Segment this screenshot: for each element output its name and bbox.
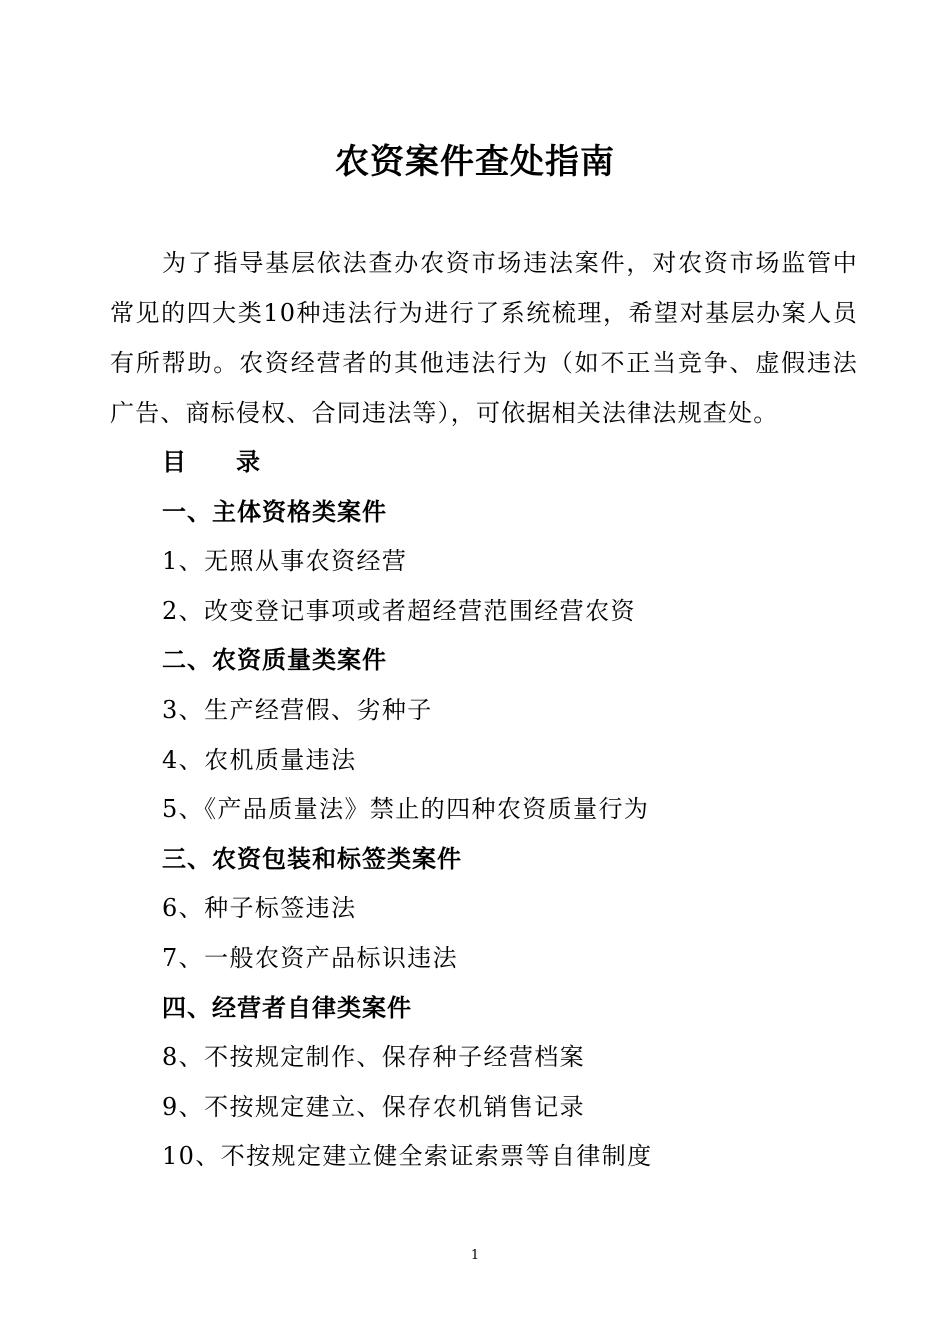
- toc-item: 10、不按规定建立健全索证索票等自律制度: [162, 1142, 653, 1171]
- intro-paragraph: 为了指导基层依法查办农资市场违法案件，对农资市场监管中常见的四大类10种违法行为进行了系统梳理，希望对基层办案人员有所帮助。农资经营者的其他违法行为（如不正当竞争、虚假违法广告、商标侵权、合同违法等），可依据相关法律法规查处。: [110, 249, 858, 427]
- toc-item: 8、不按规定制作、保存种子经营档案: [162, 1043, 586, 1072]
- toc-item: 6、种子标签违法: [162, 894, 357, 923]
- table-of-contents: [162, 438, 882, 1182]
- toc-item: 7、一般农资产品标识违法: [162, 943, 459, 972]
- toc-item: 1、无照从事农资经营: [162, 547, 408, 576]
- toc-item: 2、改变登记事项或者超经营范围经营农资: [162, 596, 636, 625]
- toc-title-char-2: 录: [236, 448, 260, 476]
- toc-title: [162, 438, 882, 488]
- toc-title-char-1: 目: [162, 448, 186, 476]
- document-title: 农资案件查处指南: [335, 142, 615, 182]
- toc-item: 4、农机质量违法: [162, 745, 357, 774]
- toc-section-heading: 二、农资质量类案件: [162, 646, 387, 675]
- page-number: 1: [470, 1248, 480, 1263]
- toc-section-heading: 三、农资包装和标签类案件: [162, 844, 462, 873]
- toc-section-heading: 一、主体资格类案件: [162, 497, 387, 526]
- toc-section-heading: 四、经营者自律类案件: [162, 993, 412, 1022]
- toc-item: 5、《产品质量法》禁止的四种农资质量行为: [162, 795, 650, 824]
- toc-item: 3、生产经营假、劣种子: [162, 695, 433, 724]
- toc-item: 9、不按规定建立、保存农机销售记录: [162, 1092, 586, 1121]
